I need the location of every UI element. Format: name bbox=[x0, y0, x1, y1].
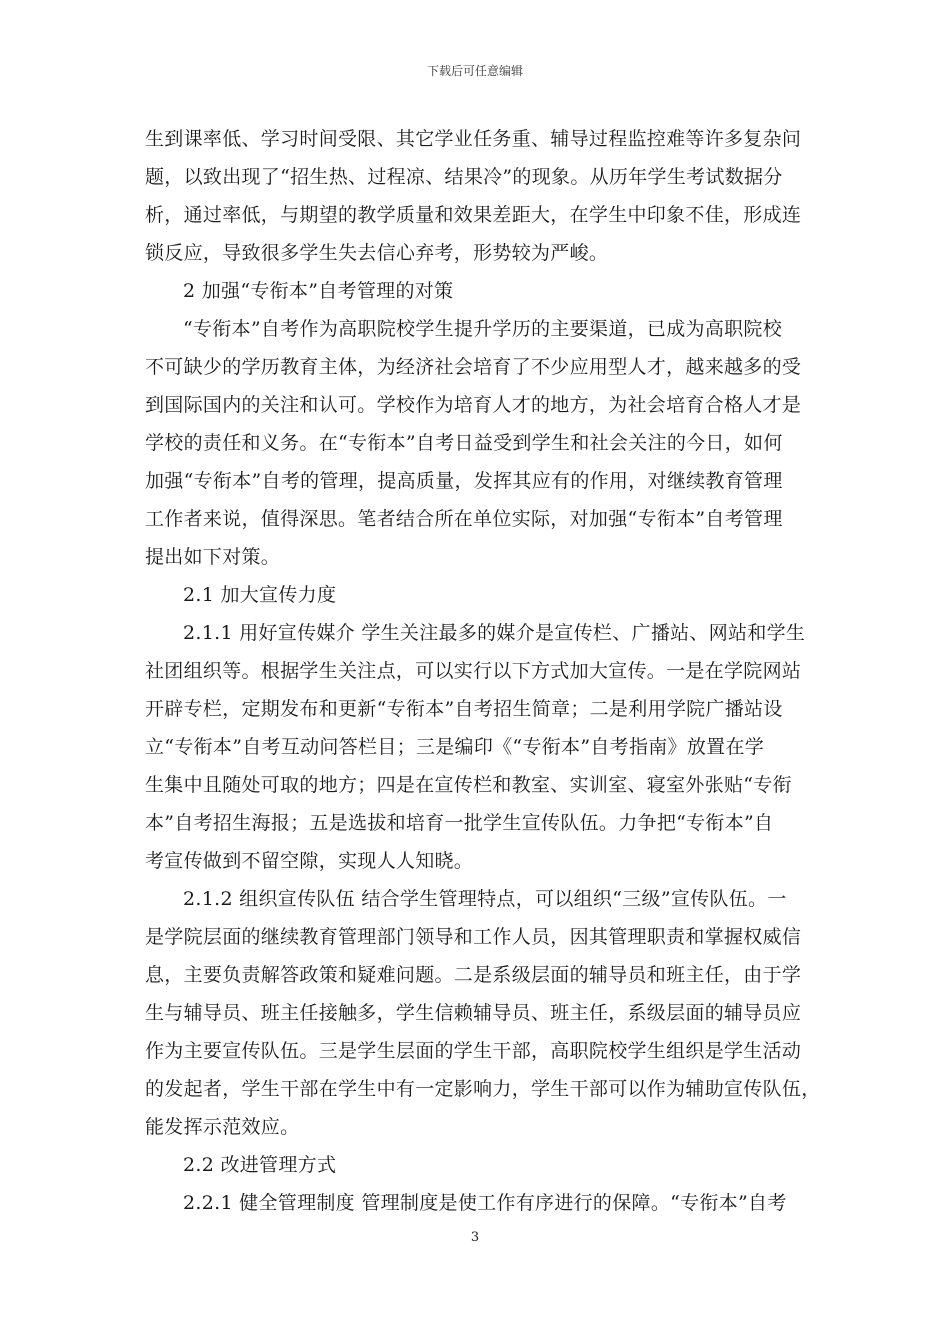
document-body bbox=[145, 120, 821, 1222]
text-line: 题，以致出现了“招生热、过程凉、结果冷”的现象。从历年学生考试数据分 bbox=[145, 166, 783, 188]
text-line: 息，主要负责解答政策和疑难问题。二是系级层面的辅导员和班主任，由于学 bbox=[145, 964, 802, 986]
text-line: 学校的责任和义务。在“专衔本”自考日益受到学生和社会关注的今日，如何 bbox=[145, 432, 783, 454]
text-line: “专衔本”自考作为高职院校学生提升学历的主要渠道，已成为高职院校 bbox=[183, 318, 783, 340]
page-header: 下载后可任意编辑 bbox=[426, 64, 523, 78]
text-line: 考宣传做到不留空隙，实现人人知晓。 bbox=[145, 850, 474, 872]
text-line: 到国际国内的关注和认可。学校作为培育人才的地方，为社会培育合格人才是 bbox=[145, 394, 802, 416]
text-line: 2.1.2 组织宣传队伍 结合学生管理特点，可以组织“三级”宣传队伍。一 bbox=[183, 888, 787, 910]
text-line: 锁反应，导致很多学生失去信心弃考，形势较为严峻。 bbox=[145, 242, 609, 264]
text-line: 生集中且随处可取的地方；四是在宣传栏和教室、实训室、寝室外张贴“专衔 bbox=[145, 774, 792, 796]
text-line: 2.1.1 用好宣传媒介 学生关注最多的媒介是宣传栏、广播站、网站和学生 bbox=[183, 622, 806, 644]
text-line: 2.2.1 健全管理制度 管理制度是使工作有序进行的保障。“专衔本”自考 bbox=[183, 1192, 787, 1214]
text-line: 不可缺少的学历教育主体，为经济社会培育了不少应用型人才，越来越多的受 bbox=[145, 356, 802, 378]
text-line: 能发挥示范效应。 bbox=[145, 1116, 300, 1138]
text-line: 本”自考招生海报；五是选拔和培育一批学生宣传队伍。力争把“专衔本”自 bbox=[145, 812, 774, 834]
text-line: 社团组织等。根据学生关注点，可以实行以下方式加大宣传。一是在学院网站 bbox=[145, 660, 802, 682]
text-line: 立“专衔本”自考互动问答栏目；三是编印《“专衔本”自考指南》放置在学 bbox=[145, 736, 765, 758]
text-line: 析，通过率低，与期望的教学质量和效果差距大，在学生中印象不佳，形成连 bbox=[145, 204, 802, 226]
text-line: 生到课率低、学习时间受限、其它学业任务重、辅导过程监控难等许多复杂问 bbox=[145, 128, 802, 150]
section-heading: 2 加强“专衔本”自考管理的对策 bbox=[183, 280, 454, 302]
text-line: 生与辅导员、班主任接触多，学生信赖辅导员、班主任，系级层面的辅导员应 bbox=[145, 1002, 802, 1024]
page-number: 3 bbox=[470, 1230, 480, 1245]
text-line: 加强“专衔本”自考的管理，提高质量，发挥其应有的作用，对继续教育管理 bbox=[145, 470, 783, 492]
text-line: 是学院层面的继续教育管理部门领导和工作人员，因其管理职责和掌握权威信 bbox=[145, 926, 802, 948]
text-line: 作为主要宣传队伍。三是学生层面的学生干部，高职院校学生组织是学生活动 bbox=[145, 1040, 802, 1062]
text-line: 提出如下对策。 bbox=[145, 546, 281, 568]
subsection-heading: 2.2 改进管理方式 bbox=[183, 1154, 337, 1176]
text-line: 开辟专栏，定期发布和更新“专衔本”自考招生简章；二是利用学院广播站设 bbox=[145, 698, 783, 720]
text-line: 的发起者，学生干部在学生中有一定影响力，学生干部可以作为辅助宣传队伍， bbox=[145, 1078, 821, 1100]
subsection-heading: 2.1 加大宣传力度 bbox=[183, 584, 337, 606]
text-line: 工作者来说，值得深思。笔者结合所在单位实际，对加强“专衔本”自考管理 bbox=[145, 508, 783, 530]
